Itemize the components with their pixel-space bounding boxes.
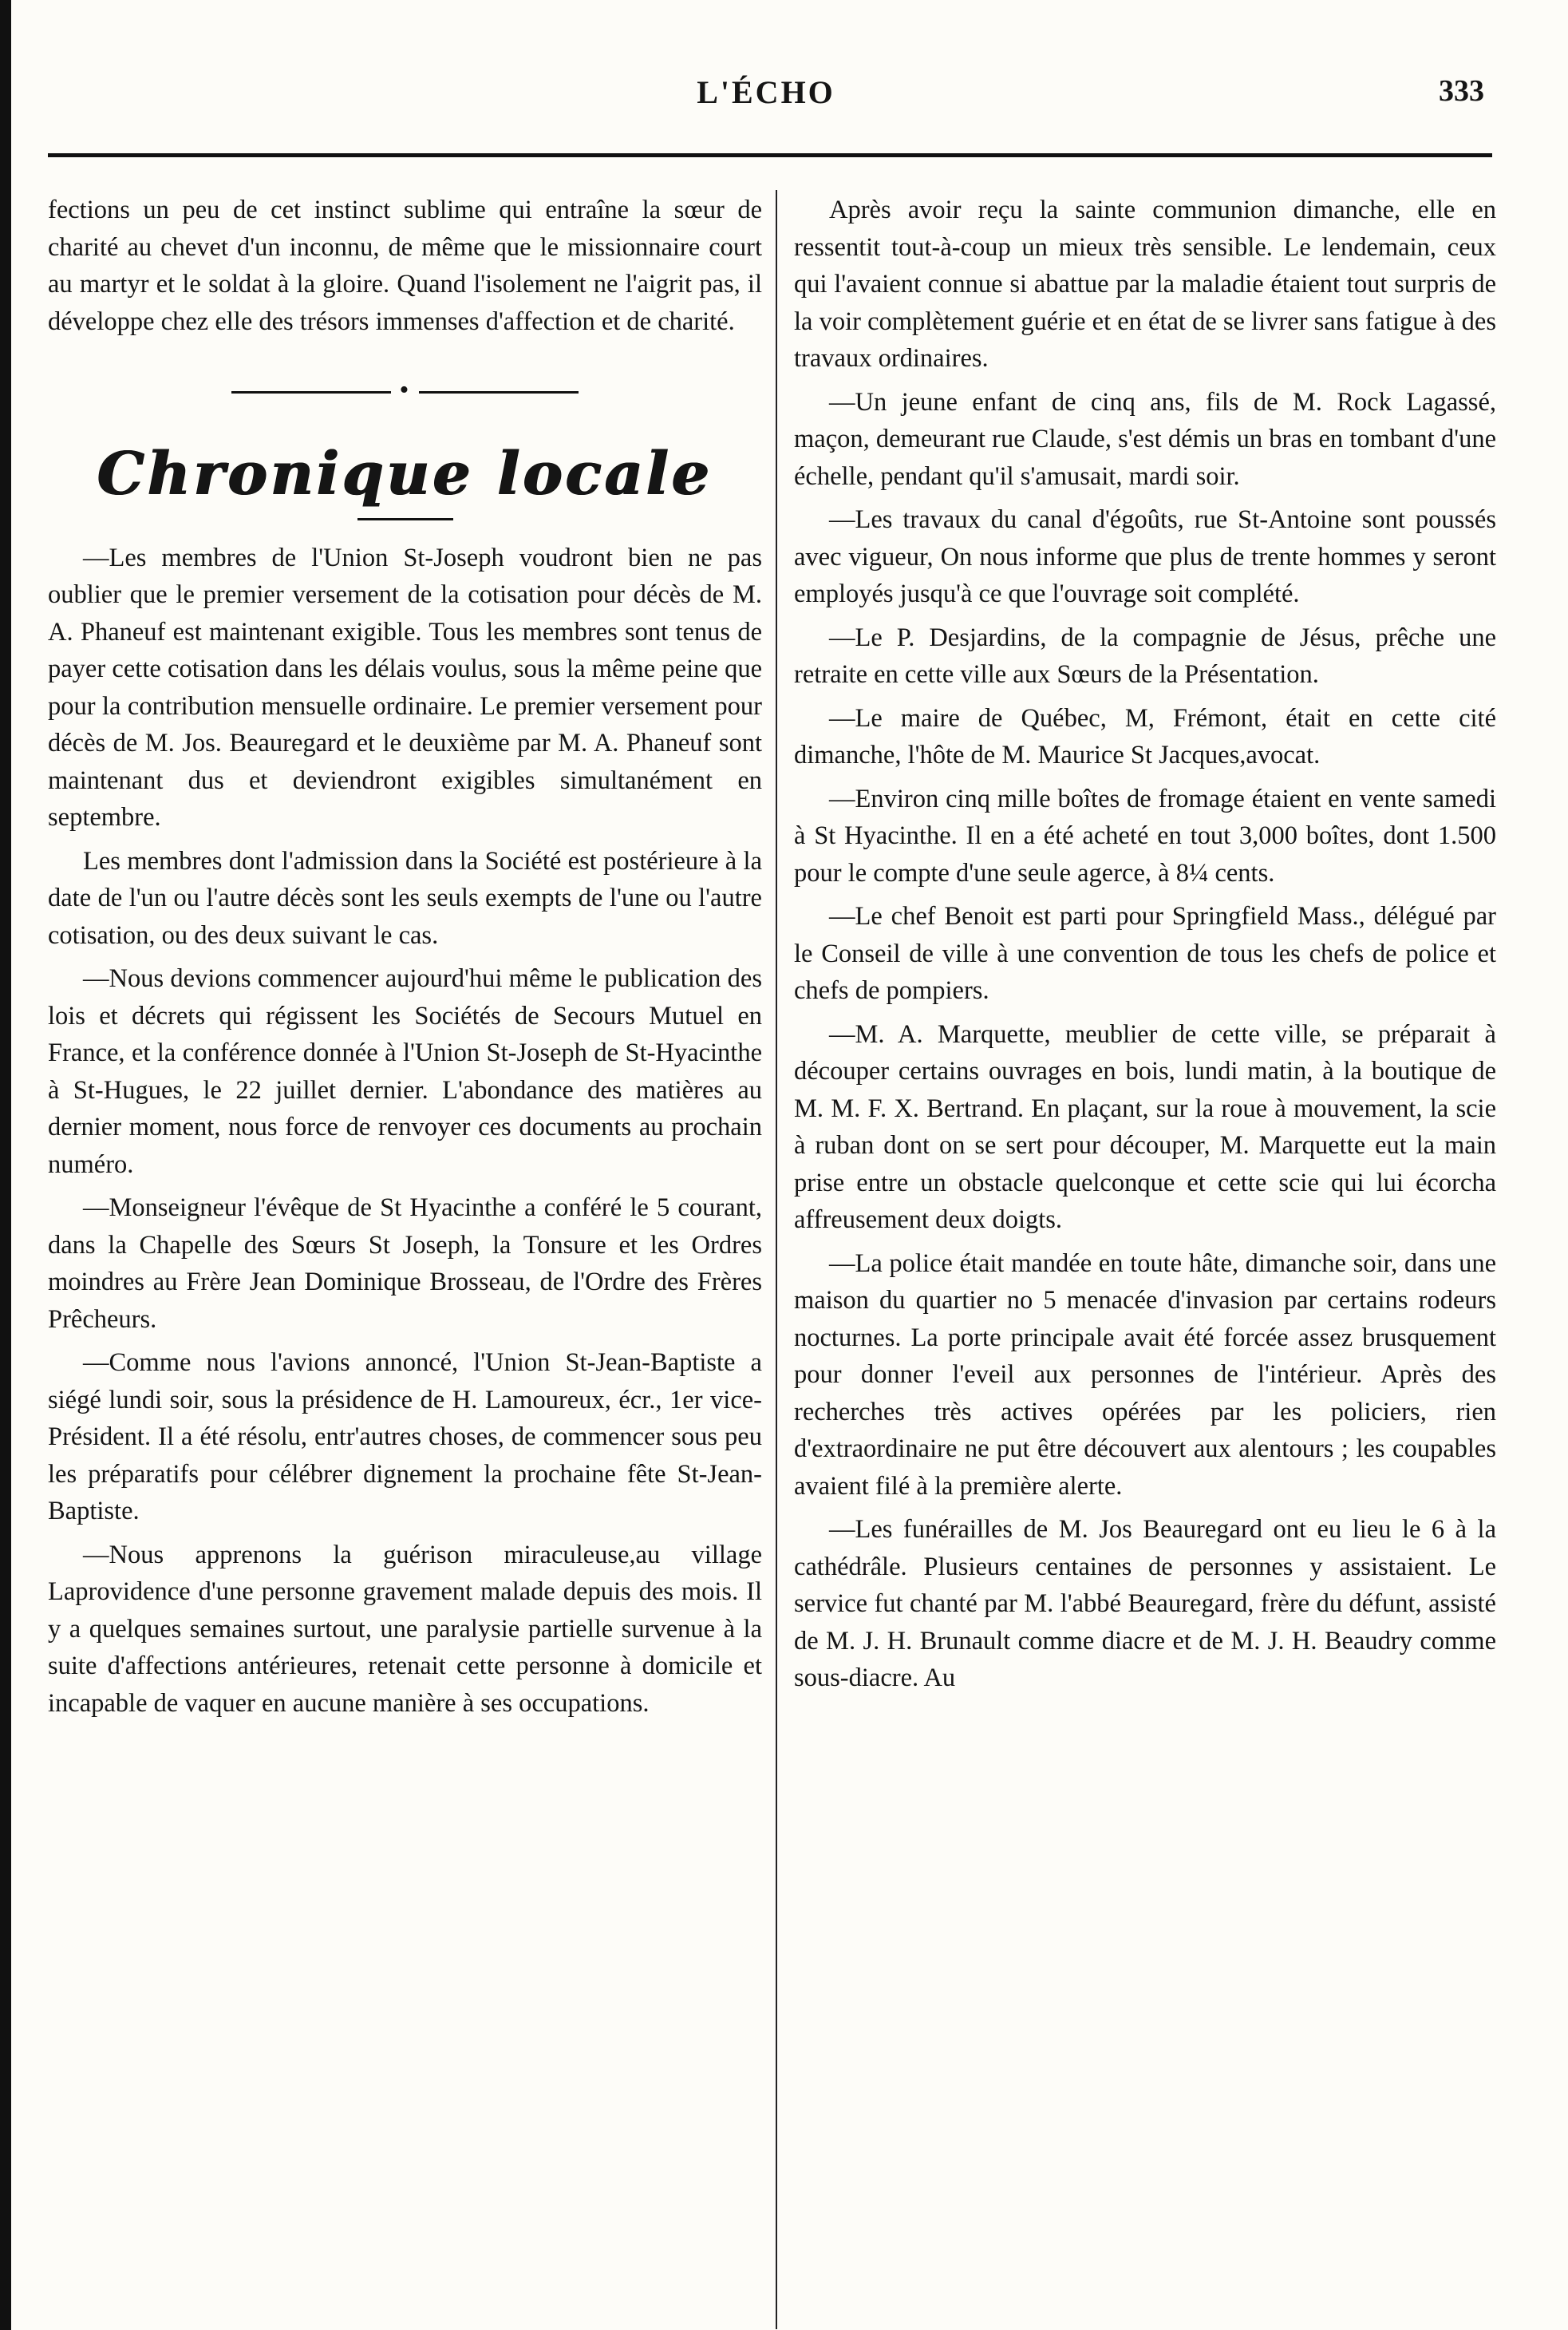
intro-paragraph: fections un peu de cet instinct sublime qui entraîne la sœur de charité au chevet d'un inconnu, de même que le missionnaire court au martyr et le soldat à la gloire. Quand l'isolement ne l'aigrit pas, il développe chez elle des trésors immenses d'affection et de charité.: [48, 196, 762, 336]
news-item: —Les membres de l'Union St-Joseph voudront bien ne pas oublier que le premier versement de la cotisation pour décès de M. A. Phaneuf est maintenant exigible. Tous les membres sont tenus de payer cette cotisation dans les délais voulus, sous la même peine que pour la contribution mensuelle ordinaire. Le premier versement pour décès de M. Jos. Beauregard et le deuxième par M. A. Phaneuf sont maintenant dus et deviendront exigibles simultanément en septembre.: [48, 543, 762, 832]
news-item: —Comme nous l'avions annoncé, l'Union St-Jean-Baptiste a siégé lundi soir, sous la présidence de H. Lamoureux, écr., 1er vice-Président. Il a été résolu, entr'autres choses, de commencer sous peu les préparatifs pour célébrer dignement la prochaine fête St-Jean-Baptiste.: [48, 1348, 762, 1525]
news-item: —Monseigneur l'évêque de St Hyacinthe a conféré le 5 courant, dans la Chapelle des Sœurs St Joseph, la Tonsure et les Ordres moindres au Frère Jean Dominique Brosseau, de l'Ordre des Frères Prêcheurs.: [48, 1193, 762, 1334]
news-item: Après avoir reçu la sainte communion dimanche, elle en ressentit tout-à-coup un mieux très sensible. Le lendemain, ceux qui l'avaient connue si abattue par la maladie étaient tout surpris de la voir complètement guérie et en état de se livrer sans fatigue à des travaux ordinaires.: [794, 196, 1496, 373]
news-item: —Le maire de Québec, M, Frémont, était en cette cité dimanche, l'hôte de M. Maurice St Jacques,avocat.: [794, 703, 1496, 769]
news-item: —La police était mandée en toute hâte, dimanche soir, dans une maison du quartier no 5 menacée d'invasion par certains rodeurs nocturnes. La porte principale avait été forcée assez brusquement pour donner l'eveil aux personnes de l'intérieur. Après des recherches très actives opérées par les policiers, rien d'extraordinaire ne put être découvert aux alentours ; les coupables avaient filé à la première alerte.: [794, 1248, 1496, 1501]
left-column: [48, 192, 762, 1728]
news-item: Les membres dont l'admission dans la Société est postérieure à la date de l'un ou l'autre décès sont les seuls exempts de l'une ou l'autre cotisation, ou des deux suivant le cas.: [48, 846, 762, 950]
section-title: Chronique locale: [97, 439, 713, 508]
page-number: 333: [1439, 74, 1484, 108]
news-item: —M. A. Marquette, meublier de cette ville, se préparait à découper certains ouvrages en bois, lundi matin, à la boutique de M. M. F. X. Bertrand. En plaçant, sur la roue à mouvement, la scie à ruban dont on se sert pour découper, M. Marquette eut la main prise entre un obstacle quelconque et cette scie qui lui écorcha affreusement deux doigts.: [794, 1019, 1496, 1234]
news-item: —Environ cinq mille boîtes de fromage étaient en vente samedi à St Hyacinthe. Il en a été acheté en tout 3,000 boîtes, dont 1.500 pour le compte d'une seule agerce, à 8¼ cents.: [794, 784, 1496, 888]
news-item: —Les funérailles de M. Jos Beauregard ont eu lieu le 6 à la cathédrâle. Plusieurs centaines de personnes y assistaient. Le service fut chanté par M. l'abbé Beauregard, frère du défunt, assisté de M. J. H. Brunault comme diacre et de M. J. H. Beaudry comme sous-diacre. Au: [794, 1515, 1496, 1692]
news-item: —Un jeune enfant de cinq ans, fils de M. Rock Lagassé, maçon, demeurant rue Claude, s'est démis un bras en tombant d'une échelle, pendant qu'il s'amusait, mardi soir.: [794, 387, 1496, 491]
running-title: L'ÉCHO: [697, 74, 835, 110]
news-item: —Les travaux du canal d'égoûts, rue St-Antoine sont poussés avec vigueur, On nous informe que plus de trente hommes y seront employés jusqu'à ce que l'ouvrage soit complété.: [794, 505, 1496, 608]
news-item: —Nous apprenons la guérison miraculeuse,au village Laprovidence d'une personne gravement malade depuis des mois. Il y a quelques semaines surtout, une paralysie partielle survenue à la suite d'affections antérieures, retenait cette personne à domicile et incapable de vaquer en aucune manière à ses occupations.: [48, 1540, 762, 1718]
page-header: [48, 73, 1484, 129]
right-column: [794, 192, 1496, 1703]
scan-edge-shadow: [0, 0, 11, 2330]
header-rule: [48, 153, 1492, 157]
news-item: —Le chef Benoit est parti pour Springfield Mass., délégué par le Conseil de ville à une convention de tous les chefs de police et chefs de pompiers.: [794, 902, 1496, 1005]
section-ornament: •: [48, 372, 762, 409]
news-item: —Le P. Desjardins, de la compagnie de Jésus, prêche une retraite en cette ville aux Sœurs de la Présentation.: [794, 623, 1496, 689]
title-rule: [357, 518, 453, 520]
column-divider: [776, 190, 777, 2329]
news-item: —Nous devions commencer aujourd'hui même le publication des lois et décrets qui régissent les Sociétés de Secours Mutuel en France, et la conférence donnée à l'Union St-Joseph de St-Hyacinthe à St-Hugues, le 22 juillet dernier. L'abondance des matières au dernier moment, nous force de renvoyer ces documents au prochain numéro.: [48, 964, 762, 1179]
